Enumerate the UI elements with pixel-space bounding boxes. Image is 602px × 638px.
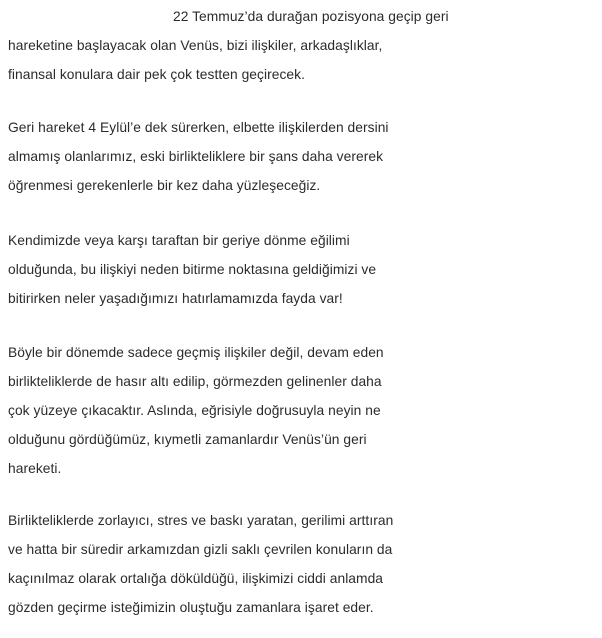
text-line: Geri hareket 4 Eylül’e dek sürerken, elbette ilişkilerden dersini	[8, 120, 389, 135]
text-line: ve hatta bir süredir arkamızdan gizli saklı çevrilen konuların da	[8, 542, 393, 557]
paragraph-4	[8, 338, 602, 483]
text-line: Kendimizde veya karşı taraftan bir geriye dönme eğilimi	[8, 233, 350, 248]
text-line: olduğunu gördüğümüz, kıymetli zamanlardır Venüs’ün geri	[8, 432, 367, 447]
text-line: birlikteliklerde de hasır altı edilip, görmezden gelinenler daha	[8, 374, 382, 389]
text-line: almamış olanlarımız, eski birlikteliklere bir şans daha vererek	[8, 149, 384, 164]
text-line: finansal konulara dair pek çok testten geçirecek.	[8, 67, 305, 82]
paragraph-2	[8, 113, 602, 200]
paragraph-3	[8, 226, 602, 313]
text-line: gözden geçirme isteğimizin oluştuğu zamanlara işaret eder.	[8, 600, 374, 615]
text-line: Birlikteliklerde zorlayıcı, stres ve baskı yaratan, gerilimi arttıran	[8, 513, 394, 528]
text-line: 22 Temmuz’da durağan pozisyona geçip geri	[173, 9, 449, 24]
text-line: kaçınılmaz olarak ortalığa döküldüğü, ilişkimizi ciddi anlamda	[8, 571, 384, 586]
text-line: hareketi.	[8, 461, 62, 476]
text-line: hareketine başlayacak olan Venüs, bizi ilişkiler, arkadaşlıklar,	[8, 38, 383, 53]
paragraph-1	[8, 2, 602, 89]
text-line: bitirirken neler yaşadığımızı hatırlamamızda fayda var!	[8, 291, 343, 306]
text-line: olduğunda, bu ilişkiyi neden bitirme noktasına geldiğimizi ve	[8, 262, 377, 277]
text-line: çok yüzeye çıkacaktır. Aslında, eğrisiyle doğrusuyla neyin ne	[8, 403, 381, 418]
paragraph-5	[8, 506, 602, 622]
text-line: öğrenmesi gerekenlerle bir kez daha yüzleşeceğiz.	[8, 178, 321, 193]
text-line: Böyle bir dönemde sadece geçmiş ilişkiler değil, devam eden	[8, 345, 384, 360]
